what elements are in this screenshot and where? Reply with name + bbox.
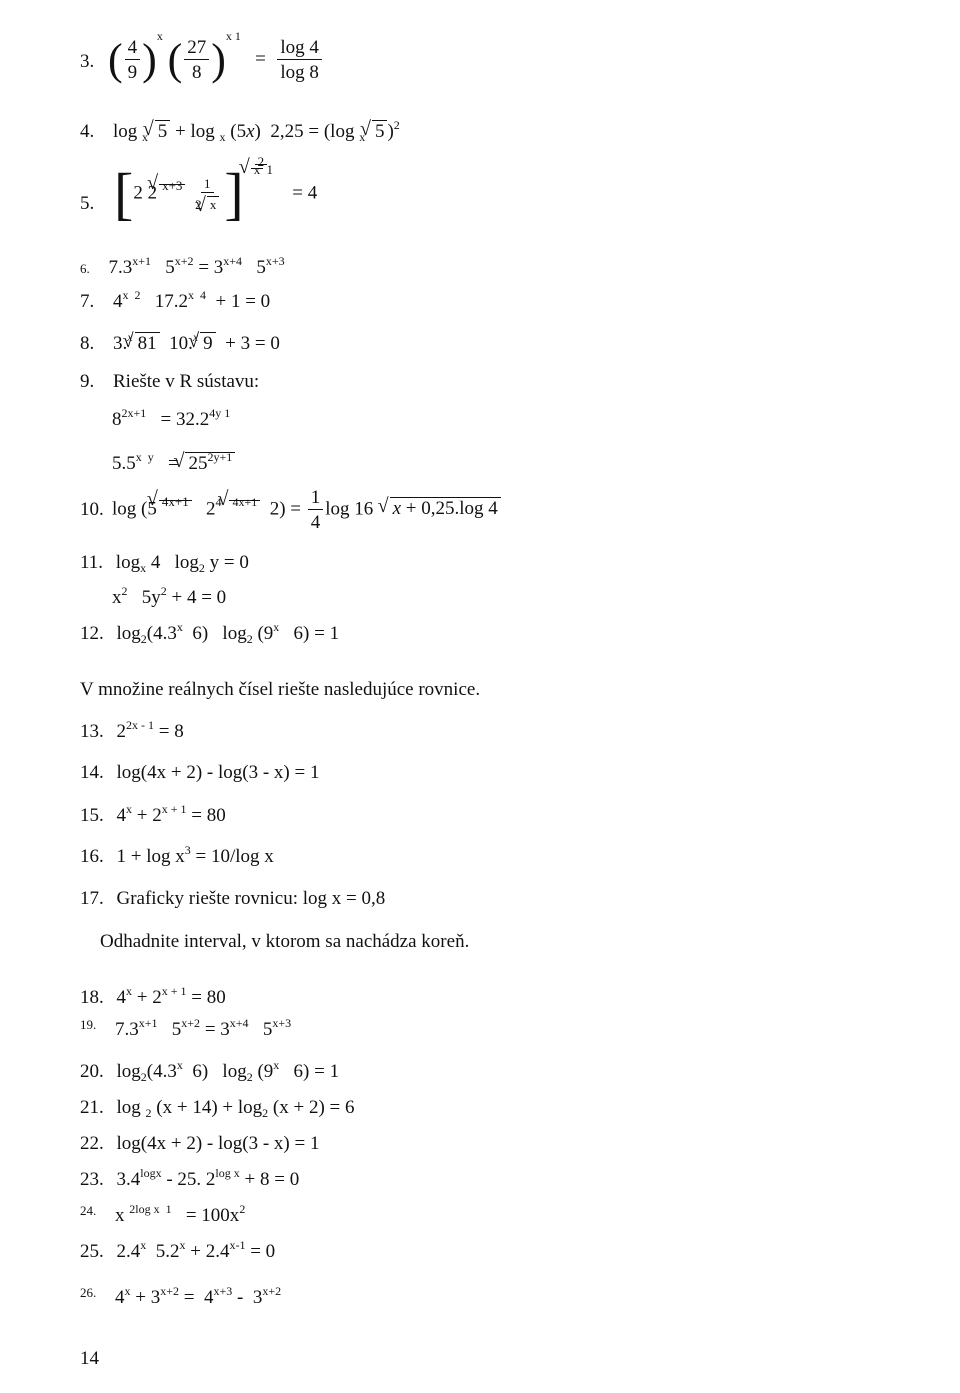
equation-15: 15. $4^x + 2^{x + 1} = 80$ [80, 802, 226, 826]
item-number: 13. [80, 721, 104, 742]
equation-22: 22. log(4x + 2) - log(3 - x) = 1 [80, 1133, 320, 1154]
system-eq-2: $5.5^{x y}$ = √ $25^{2y+1}$ [112, 452, 235, 473]
equation-18: 18. $4^x + 2^{x + 1} = 80$ [80, 984, 226, 1008]
equation-10-body: log (5√ $^{4x+1}$ $2^{4 √ 4x+1}$ 2) = $\frac{1}{4}$ log 16 √ x + 0,25.log 4 [112, 488, 501, 532]
equation-17 [80, 889, 385, 908]
item-number: 11. [80, 552, 104, 573]
item-number: 18. [80, 987, 104, 1008]
item-number: 20. [80, 1061, 104, 1082]
system-eq-1: $8^{2x+1} = 32.2^{4y 1}$ [112, 406, 231, 430]
item-number: 24. [80, 1203, 97, 1218]
equation-11-second: $x^2$ $5y^2 + 4 = 0$ [112, 584, 227, 608]
equation-13: 13. $2^{2x - 1} = 8$ [80, 718, 184, 742]
system-instruction: Riešte v R sústavu: [113, 371, 260, 392]
item-number: 5. [80, 193, 95, 214]
equation-12: 12. $\log_2(4.3^x$ 6) $\log_2 (9^x$ 6) = 1 [80, 620, 340, 646]
item-number: 15. [80, 805, 104, 826]
equation-25: 25. 2.4$^x$ $5.2^x + 2.4^{x-1} = 0$ [80, 1238, 276, 1262]
item-number: 9. [80, 371, 95, 392]
item-number: 17. [80, 888, 104, 909]
item-number: 10. [80, 499, 104, 520]
equation-5-body: [2 2√ $^{x+3}$ $\frac{1}{2 √ x}$ ] $^{2 √ x 1}$ = 4 [114, 168, 317, 220]
item-number: 6. [80, 261, 90, 276]
graph-instruction: Graficky riešte rovnicu: log x = 0,8 [116, 888, 386, 909]
item-number: 4. [80, 121, 95, 142]
equation-11: 11. $\log_x 4$ $\log_2 y = 0$ [80, 552, 249, 575]
item-number: 23. [80, 1169, 104, 1190]
item-number: 12. [80, 623, 104, 644]
item-number: 19. [80, 1017, 97, 1032]
section-heading: V množine reálnych čísel riešte nasledujúce rovnice. [80, 679, 481, 700]
equation-4: 4. log $_x$ √ 5 + log $_x$ (5x) 2,25 = (log $_x$ √ 5 )$^2$ [80, 120, 400, 141]
equation-9 [80, 372, 259, 391]
equation-8: 8. 3.$^x$√ 81 10.$^x$√ 9 + 3 = 0 [80, 332, 280, 353]
item-number: 7. [80, 291, 95, 312]
equation-14: 14. log(4x + 2) - log(3 - x) = 1 [80, 762, 320, 783]
equation-24: $^{24.}$ x $^{2log x 1} = 100x^2$ [80, 1202, 246, 1226]
equation-3-body: ( $\frac{4}{9}$ )$^x$ ( $\frac{27}{8}$ )$^{x 1}$ = $\frac{\log 4}{\log 8}$ [108, 38, 324, 82]
equation-7: 7. $4^{x 2}$ $17.2^{x 4} + 1 = 0$ [80, 288, 271, 312]
item-number: 22. [80, 1133, 104, 1154]
page-number: 14 [80, 1348, 99, 1369]
item-number: 14. [80, 762, 104, 783]
item-number: 26. [80, 1285, 97, 1300]
equation-20: 20. $\log_2(4.3^x$ 6) $\log_2 (9^x$ 6) = 1 [80, 1058, 340, 1084]
item-number: 8. [80, 333, 95, 354]
item-number: 21. [80, 1097, 104, 1118]
equation-19: $^{19.}$ $7.3^{x+1}$ $5^{x+2} = 3^{x+4}$ $5^{x+3}$ [80, 1016, 292, 1040]
equation-16: 16. $1 + \log x^3 = 10/\log$ x [80, 843, 274, 867]
equation-23: 23. $3.4^{logx} - 25$. $2^{log x} + 8 = 0$ [80, 1166, 300, 1190]
equation-26: $^{26.}$ $4^x + 3^{x+2} = 4^{x+3} - 3^{x+2}$ [80, 1284, 282, 1308]
equation-6: 6. $7.3^{x+1}$ $5^{x+2} = 3^{x+4}$ $5^{x+3}$ [80, 254, 285, 278]
estimate-instruction: Odhadnite interval, v ktorom sa nachádza koreň. [100, 931, 470, 952]
item-number: 16. [80, 846, 104, 867]
item-number: 3. [80, 51, 95, 72]
item-number: 25. [80, 1241, 104, 1262]
equation-21: 21. log $_2$ $(x + 14) + \log_2 (x + 2) = 6$ [80, 1097, 355, 1120]
